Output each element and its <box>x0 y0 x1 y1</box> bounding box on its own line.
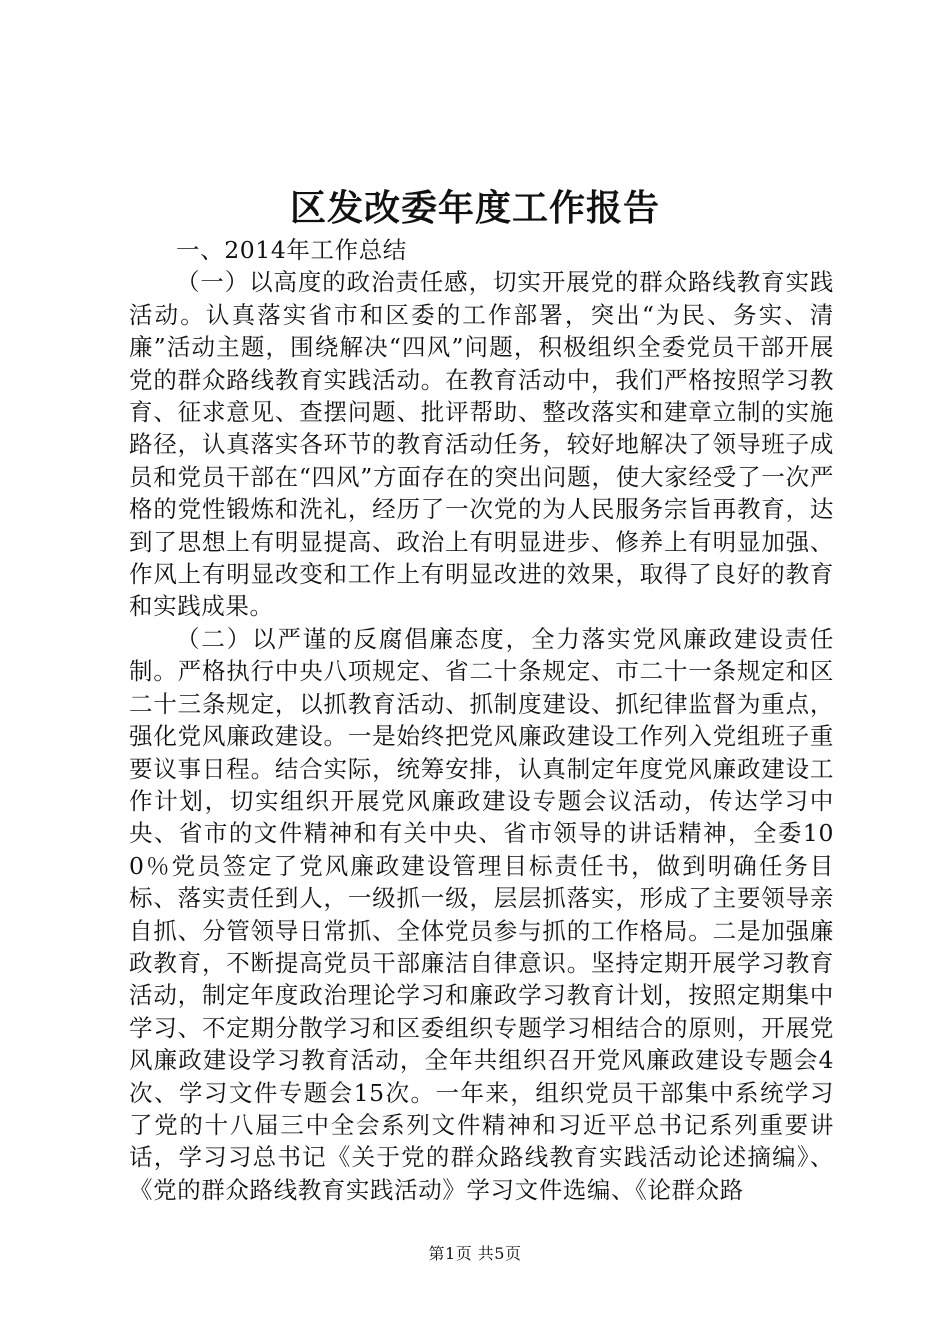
section-heading: 一、2014年工作总结 <box>176 236 407 264</box>
paragraph-anti-corruption: （二）以严谨的反腐倡廉态度，全力落实党风廉政建设责任制。严格执行中央八项规定、省二十条规定、市二十一条规定和区二十三条规定，以抓教育活动、抓制度建设、抓纪律监督为重点，强化党风廉政建设。一是始终把党风廉政建设工作列入党组班子重要议事日程。结合实际，统筹安排，认真制定年度党风廉政建设工作计划，切实组织开展党风廉政建设专题会议活动，传达学习中央、省市的文件精神和有关中央、省市领导的讲话精神，全委100％党员签定了党风廉政建设管理目标责任书，做到明确任务目标、落实责任到人，一级抓一级，层层抓落实，形成了主要领导亲自抓、分管领导日常抓、全体党员参与抓的工作格局。二是加强廉政教育，不断提高党员干部廉洁自律意识。坚持定期开展学习教育活动，制定年度政治理论学习和廉政学习教育计划，按照定期集中学习、不定期分散学习和区委组织专题学习相结合的原则，开展党风廉政建设学习教育活动，全年共组织召开党风廉政建设专题会4次、学习文件专题会15次。一年来，组织党员干部集中系统学习了党的十八届三中全会系列文件精神和习近平总书记系列重要讲话，学习习总书记《关于党的群众路线教育实践活动论述摘编》、《党的群众路线教育实践活动》学习文件选编、《论群众路 <box>129 624 834 1204</box>
page-number-footer: 第1页 共5页 <box>428 1244 522 1263</box>
paragraph-party-line-education: （一）以高度的政治责任感，切实开展党的群众路线教育实践活动。认真落实省市和区委的工作部署，突出“为民、务实、清廉”活动主题，围绕解决“四风”问题，积极组织全委党员干部开展党的群众路线教育实践活动。在教育活动中，我们严格按照学习教育、征求意见、查摆问题、批评帮助、整改落实和建章立制的实施路径，认真落实各环节的教育活动任务，较好地解决了领导班子成员和党员干部在“四风”方面存在的突出问题，使大家经受了一次严格的党性锻炼和洗礼，经历了一次党的为人民服务宗旨再教育，达到了思想上有明显提高、政治上有明显进步、修养上有明显加强、作风上有明显改变和工作上有明显改进的效果，取得了良好的教育和实践成果。 <box>129 268 834 621</box>
document-body <box>129 234 834 1206</box>
document-title: 区发改委年度工作报告 <box>289 187 660 229</box>
